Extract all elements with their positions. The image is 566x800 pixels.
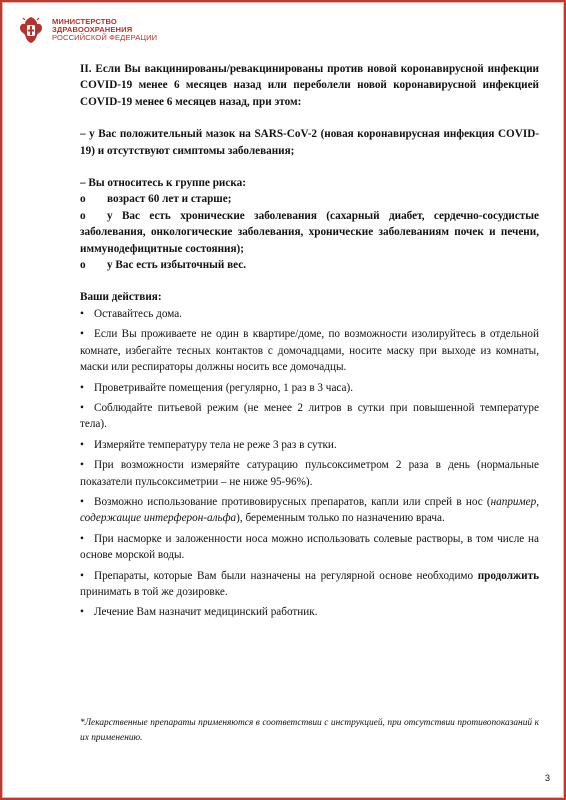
risk-item-text: у Вас есть избыточный вес. xyxy=(107,259,247,272)
action-text: ), беременным только по назначению врача. xyxy=(236,512,445,525)
action-item xyxy=(80,494,539,527)
risk-heading: – Вы относитесь к группе риска: xyxy=(80,177,246,190)
bullet-icon: • xyxy=(80,569,84,582)
ministry-line-1: МИНИСТЕРСТВО xyxy=(52,16,117,26)
bullet-icon: • xyxy=(80,328,84,341)
circle-bullet-icon: o xyxy=(80,193,86,206)
action-text: Препараты, которые Вам были назначены на регулярной основе необходимо xyxy=(94,569,478,582)
action-item xyxy=(80,568,539,601)
bullet-icon: • xyxy=(80,532,84,545)
page-number: 3 xyxy=(544,773,550,783)
bullet-icon: • xyxy=(80,495,84,508)
action-text: Проветривайте помещения (регулярно, 1 раз в 3 часа). xyxy=(94,381,353,394)
bullet-icon: • xyxy=(80,401,84,414)
action-text: Возможно использование противовирусных препаратов, капли или спрей в нос ( xyxy=(94,495,491,508)
action-item xyxy=(80,531,539,564)
action-text: При насморке и заложенности носа можно использовать солевые растворы, в том числе на основе морской воды. xyxy=(80,532,539,562)
action-text: Лечение Вам назначит медицинский работник. xyxy=(94,606,318,619)
risk-item xyxy=(80,257,539,273)
action-text-bold: продолжить xyxy=(477,569,539,582)
condition-paragraph: – у Вас положительный мазок на SARS-CoV-2 (новая коронавирусная инфекция COVID-19) и отсутствуют симптомы заболевания; xyxy=(80,128,539,157)
section-intro: II. Если Вы вакцинированы/ревакцинированы против новой коронавирусной инфекции COVID-19 менее 6 месяцев назад или переболели новой коронавирусной инфекцией COVID-19 менее 6 месяцев назад, при этом: xyxy=(80,63,539,108)
action-text: При возможности измеряйте сатурацию пульсоксиметром 2 раза в день (нормальные показатели пульсоксиметрии – не ниже 95-96%). xyxy=(80,459,539,488)
footnote: *Лекарственные препараты применяются в соответствии с инструкцией, при отсутствии противопоказаний к их применению. xyxy=(80,718,539,743)
ministry-line-2: ЗДРАВООХРАНЕНИЯ xyxy=(52,24,133,34)
ministry-emblem-icon xyxy=(16,15,46,45)
bullet-icon: • xyxy=(80,438,84,451)
bullet-icon: • xyxy=(80,459,84,472)
action-text: принимать в той же дозировке. xyxy=(80,585,228,598)
risk-item-text: у Вас есть хронические заболевания (сахарный диабет, сердечно-сосудистые заболевания, онкологические заболевания, хронические заболеваниям почек и печени, иммунодефицитные состояния); xyxy=(80,209,539,255)
action-item xyxy=(80,457,539,490)
risk-item-text: возраст 60 лет и старше; xyxy=(107,193,232,206)
action-text: Если Вы проживаете не один в квартире/доме, по возможности изолируйтесь в отдельной комнате, избегайте тесных контактов с домочадцами, носите маску при выходе из комнаты, маски или респираторы должны носить все домочадцы. xyxy=(80,328,539,374)
actions-heading: Ваши действия: xyxy=(80,291,162,304)
bullet-icon: • xyxy=(80,606,84,619)
action-item xyxy=(80,380,539,396)
action-text: Измеряйте температуру тела не реже 3 раз в сутки. xyxy=(94,438,337,451)
risk-item xyxy=(80,191,539,207)
circle-bullet-icon: o xyxy=(80,259,86,272)
ministry-header xyxy=(16,15,157,45)
ministry-name xyxy=(52,18,157,43)
action-text: Соблюдайте питьевой режим (не менее 2 литров в сутки при повышенной температуре тела). xyxy=(80,401,539,431)
risk-item xyxy=(80,208,539,257)
action-item xyxy=(80,326,539,375)
action-text: Оставайтесь дома. xyxy=(94,307,182,320)
bullet-icon: • xyxy=(80,307,84,320)
document-body xyxy=(80,61,539,621)
action-item xyxy=(80,306,539,322)
circle-bullet-icon: o xyxy=(80,209,86,222)
action-item xyxy=(80,437,539,453)
ministry-line-3: РОССИЙСКОЙ ФЕДЕРАЦИИ xyxy=(52,33,158,43)
action-item xyxy=(80,604,539,620)
action-item xyxy=(80,400,539,433)
bullet-icon: • xyxy=(80,381,84,394)
action-text-italic: например, содержащие интерферон-альфа xyxy=(80,495,539,525)
